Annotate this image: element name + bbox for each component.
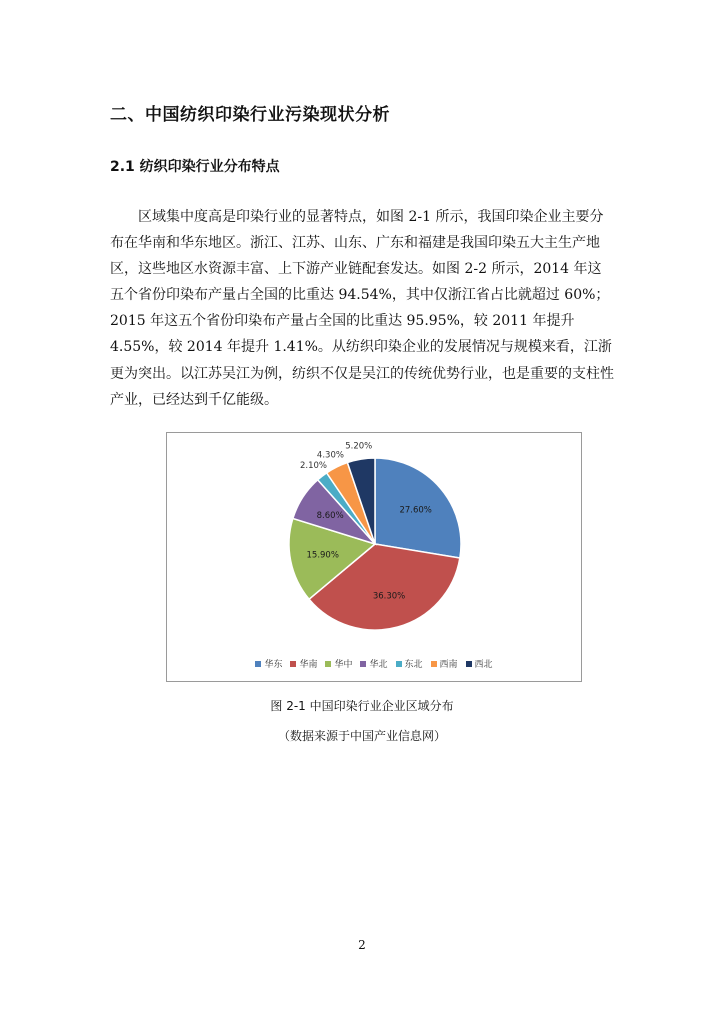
legend-item-5 [431, 657, 458, 670]
chart-legend [167, 657, 581, 670]
section-heading: 二、中国纺织印染行业污染现状分析 [110, 105, 390, 125]
legend-item-2 [325, 657, 352, 670]
legend-label: 华东 [264, 660, 283, 670]
body-paragraph: 区域集中度高是印染行业的显著特点，如图 2-1 所示，我国印染企业主要分布在华南和华东地区。浙江、江苏、山东、广东和福建是我国印染五大主生产地区，这些地区水资源丰富、上下游产业链配套发达。如图 2-2 所示，2014 年这五个省份印染布产量占全国的比重达 94.54%，其中仅浙江省占比就超过 60%；2015 年这五个省份印染布产量占全国的比重达 95.95%，较 2011 年提升 4.55%，较 2014 年提升 1.41%。从纺织印染企业的发展情况与规模来看，江浙更为突出。以江苏吴江为例，纺织不仅是吴江的传统优势行业，也是重要的支柱性产业，已经达到千亿能级。 [110, 209, 614, 408]
legend-label: 华北 [369, 660, 388, 670]
legend-swatch [325, 661, 331, 667]
legend-swatch [290, 661, 296, 667]
legend-item-3 [360, 657, 387, 670]
legend-item-4 [396, 657, 423, 670]
pie-data-label-0: 27.60% [399, 505, 432, 516]
legend-label: 东北 [404, 660, 423, 670]
legend-label: 华南 [299, 660, 318, 670]
pie-data-label-4: 2.10% [299, 461, 327, 472]
page-number: 2 [358, 938, 366, 952]
legend-item-0 [255, 657, 282, 670]
pie-data-label-6: 5.20% [345, 441, 373, 452]
figure-source-note: （数据来源于中国产业信息网） [277, 729, 446, 743]
legend-label: 西南 [439, 660, 458, 670]
pie-data-label-3: 8.60% [316, 511, 344, 522]
legend-swatch [466, 661, 472, 667]
legend-swatch [431, 661, 437, 667]
legend-swatch [360, 661, 366, 667]
pie-chart [166, 432, 582, 682]
legend-label: 西北 [474, 660, 493, 670]
legend-swatch [396, 661, 402, 667]
figure-caption: 图 2-1 中国印染行业企业区域分布 [270, 699, 454, 713]
pie-data-label-5: 4.30% [316, 450, 344, 461]
subsection-heading: 2.1 纺织印染行业分布特点 [110, 159, 280, 175]
pie-data-label-1: 36.30% [372, 591, 406, 602]
legend-item-6 [466, 657, 493, 670]
legend-item-1 [290, 657, 317, 670]
legend-swatch [255, 661, 261, 667]
pie-chart-plot [167, 433, 583, 653]
legend-label: 华中 [334, 660, 353, 670]
pie-data-label-2: 15.90% [306, 550, 339, 561]
